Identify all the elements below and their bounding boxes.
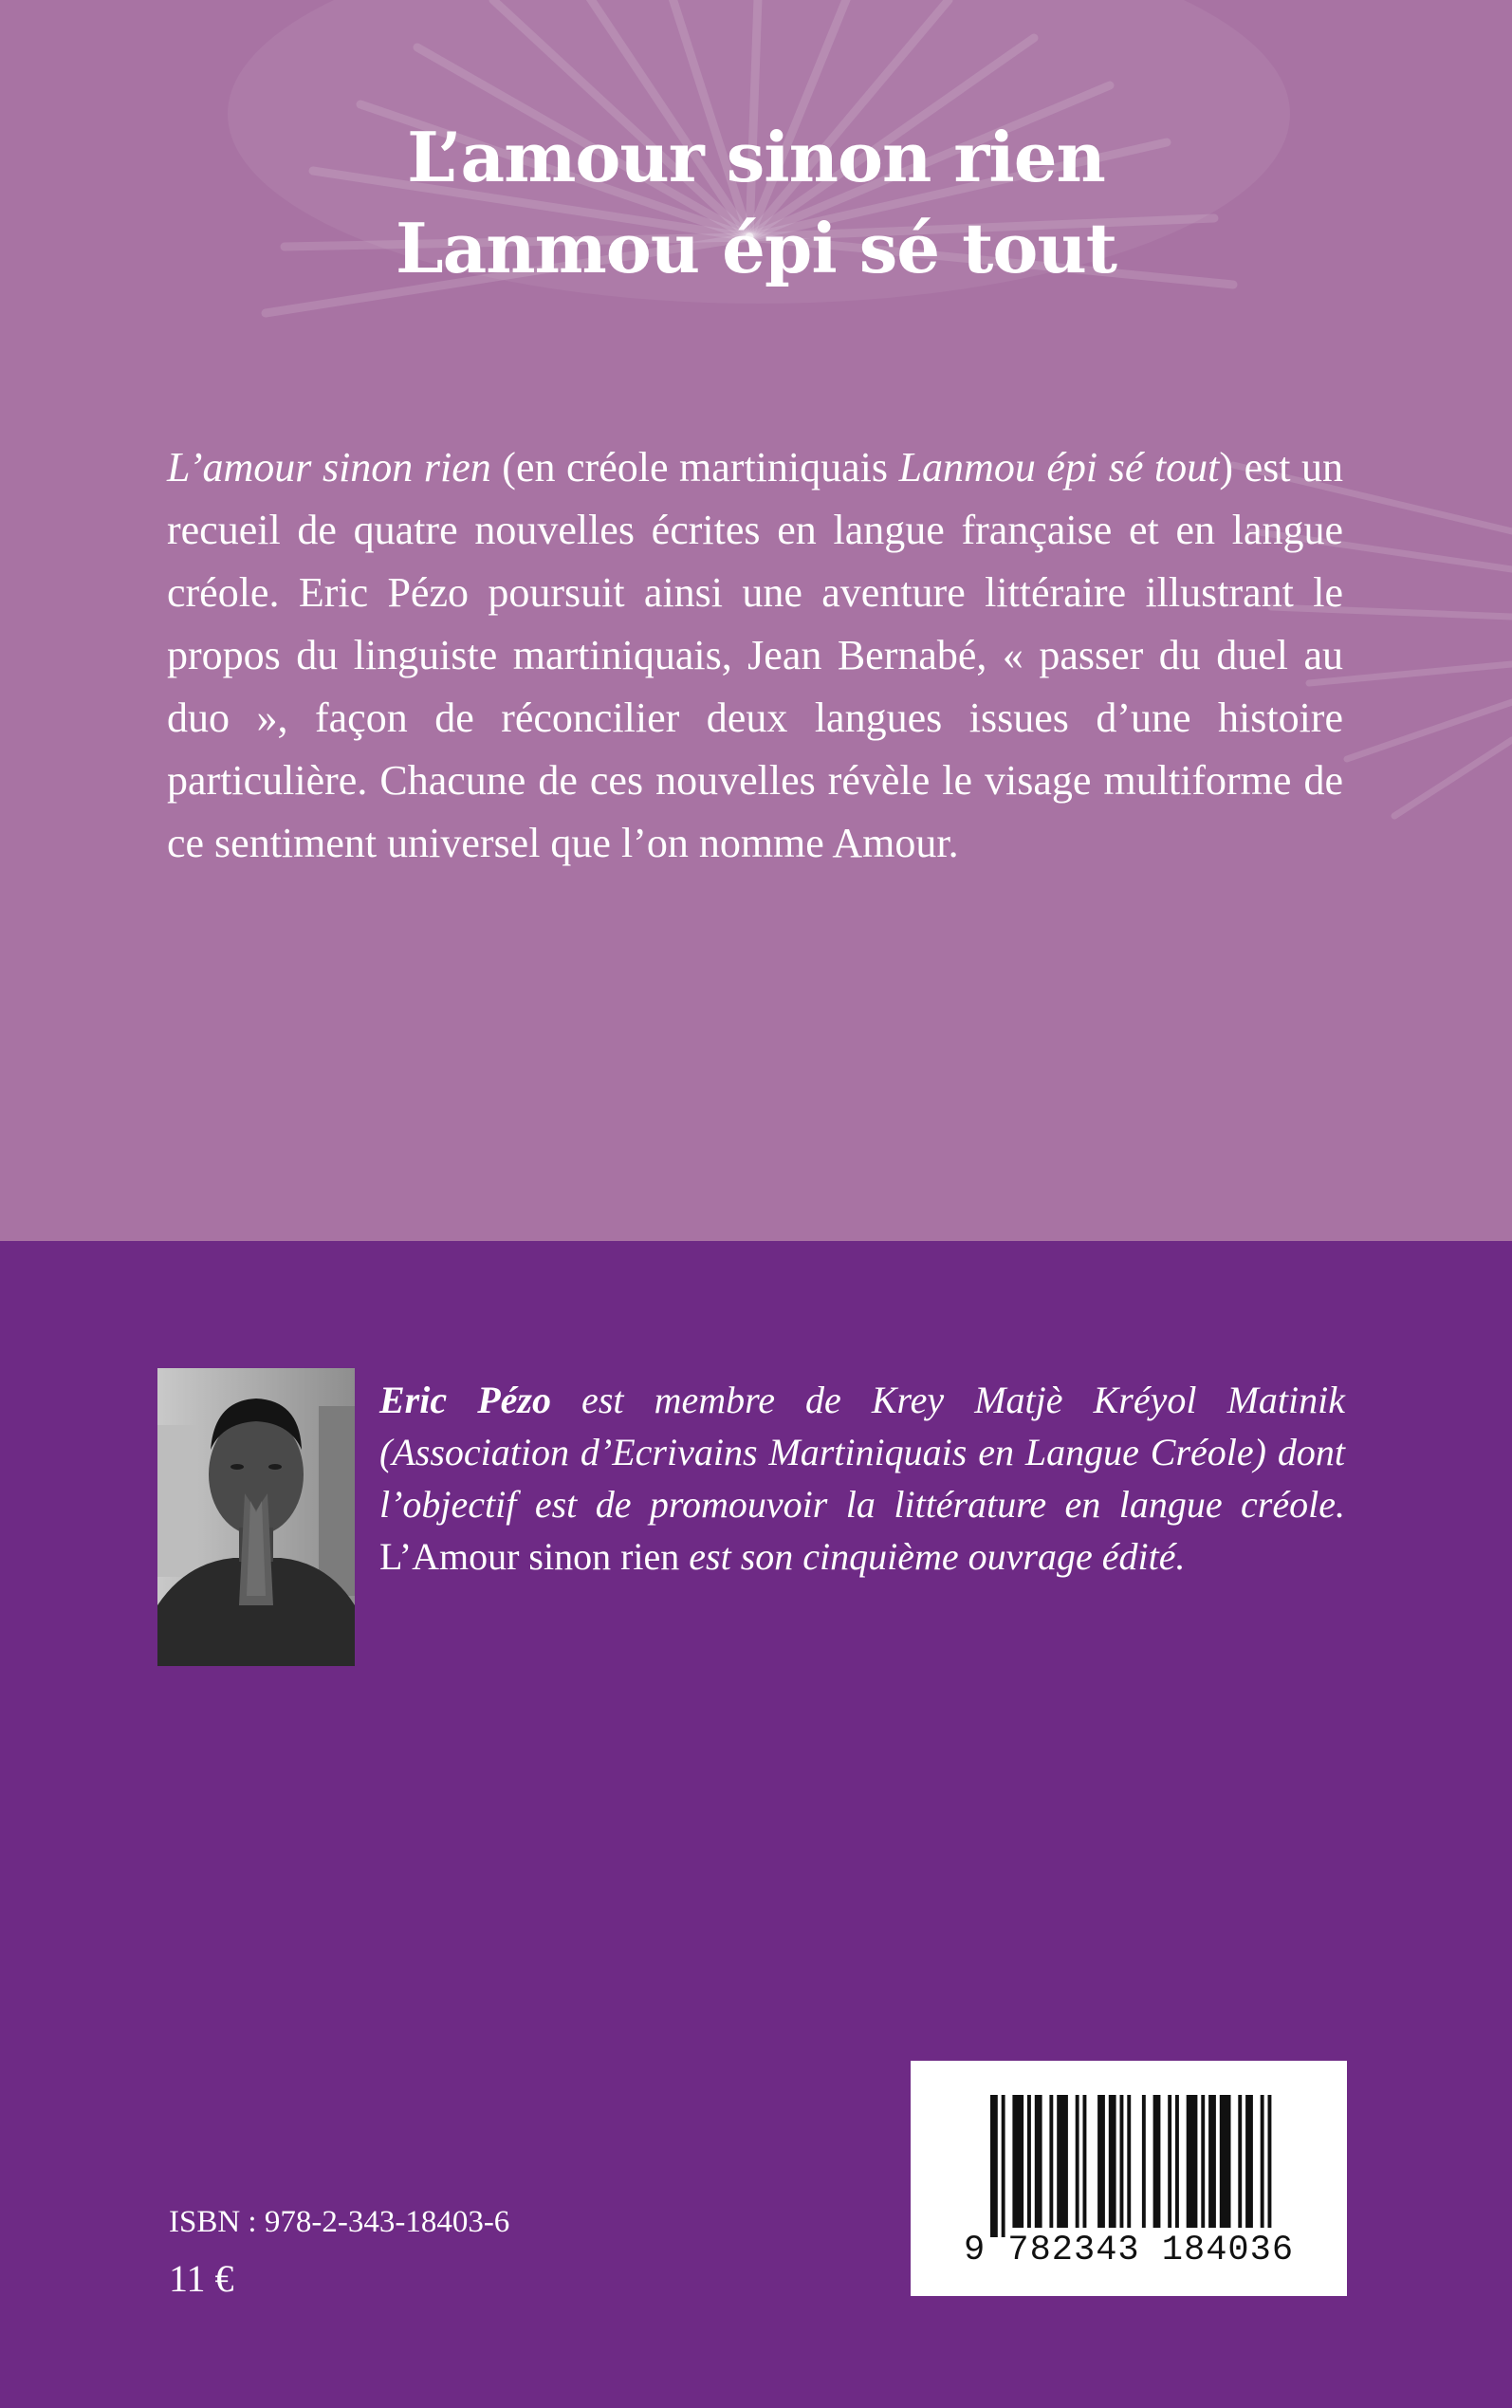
blurb-title-italic: L’amour sinon rien: [167, 444, 491, 491]
blurb-text-2: ) est un recueil de quatre nouvelles écrites en langue française et en langue créole. Eric Pézo poursuit ainsi une aventure littéraire illustrant le propos du linguiste martiniquais, Jean Bernabé, « passer du duel au duo », façon de réconcilier deux langues issues d’une histoire particulière. Chacune de ces nouvelles révèle le visage multiforme de ce sentiment universel que l’on nomme Amour.: [167, 444, 1344, 866]
barcode-bar: [1261, 2095, 1264, 2228]
barcode-bar: [1083, 2095, 1087, 2228]
barcode-bar: [1097, 2095, 1105, 2228]
barcode-bar: [1035, 2095, 1042, 2228]
barcode-bar: [1245, 2095, 1253, 2228]
barcode-bar: [1220, 2095, 1231, 2228]
barcode: [911, 2061, 1347, 2296]
title-line-french: L’amour sinon rien: [407, 117, 1105, 197]
barcode-bar: [1208, 2095, 1216, 2228]
bio-text-2: est son cinquième ouvrage édité.: [679, 1535, 1186, 1578]
barcode-bar: [990, 2095, 998, 2237]
barcode-bar: [1109, 2095, 1116, 2228]
barcode-bar: [1142, 2095, 1146, 2228]
barcode-bar: [1187, 2095, 1198, 2228]
book-blurb: [167, 436, 1343, 875]
book-title: [0, 112, 1512, 294]
barcode-bar: [1049, 2095, 1053, 2228]
barcode-bar: [1076, 2095, 1079, 2228]
barcode-bar: [1002, 2095, 1005, 2237]
barcode-bar: [1120, 2095, 1124, 2228]
barcode-digits: 9 782343 184036: [963, 2231, 1295, 2270]
barcode-bar: [1153, 2095, 1161, 2228]
barcode-bar: [1012, 2095, 1023, 2228]
barcode-bar: [1201, 2095, 1205, 2228]
author-photo: [157, 1368, 355, 1666]
barcode-bar: [1168, 2095, 1171, 2228]
author-name: Eric Pézo: [379, 1379, 551, 1421]
barcode-bar: [1268, 2095, 1272, 2228]
blurb-creole-italic: Lanmou épi sé tout: [898, 444, 1220, 491]
barcode-bar: [1175, 2095, 1179, 2228]
bio-text-1: est membre de Krey Matjè Kréyol Matinik (Association d’Ecrivains Martiniquais en Langue Créole) dont l’objectif est de promouvoir la littérature en langue créole.: [379, 1379, 1345, 1526]
blurb-text-1: (en créole martiniquais: [490, 444, 899, 491]
bio-book-title: L’Amour sinon rien: [379, 1535, 680, 1578]
author-bio: [379, 1374, 1345, 1583]
isbn-label: ISBN : 978-2-343-18403-6: [169, 2205, 510, 2239]
title-line-creole: Lanmou épi sé tout: [395, 208, 1117, 288]
barcode-bar: [1057, 2095, 1068, 2228]
barcode-bar: [1238, 2095, 1242, 2228]
price-label: 11 €: [169, 2257, 234, 2300]
barcode-bar: [1027, 2095, 1031, 2228]
barcode-bar: [1127, 2095, 1131, 2228]
